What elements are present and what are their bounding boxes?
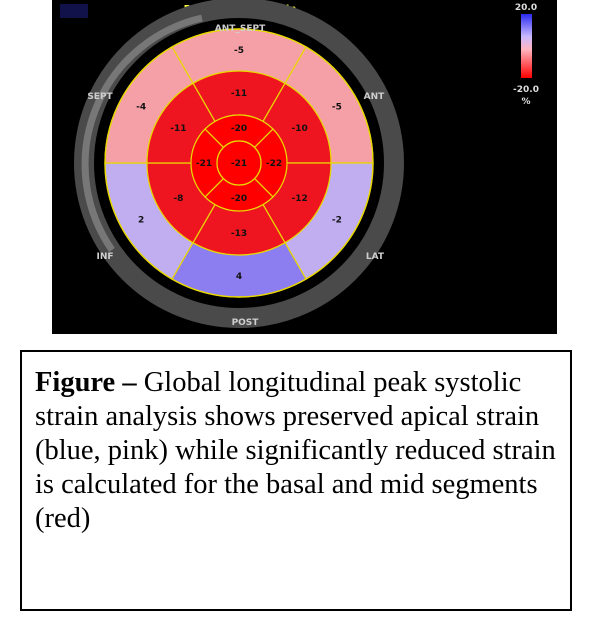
basal-segment-value: -2 — [331, 215, 342, 226]
label-inf: INF — [96, 252, 114, 262]
caption-lead: Figure – — [35, 367, 137, 398]
figure-title: Peak Systolic Strain — [183, 4, 297, 15]
color-scale-bar — [521, 14, 532, 78]
scale-max: 20.0 — [514, 3, 538, 13]
caption-text: Global longitudinal peak systolic strain analysis shows preserved apical strain (blue, pink) while significantly reduced strain is calculated for the basal and mid segments (red) — [35, 367, 556, 534]
figure-caption — [20, 350, 572, 611]
apical-segment-value: -22 — [265, 159, 283, 169]
scale-unit: % — [521, 97, 531, 107]
mid-segment-value: -11 — [230, 89, 248, 99]
basal-segment-value: -4 — [136, 102, 147, 113]
basal-segment-value: -5 — [234, 46, 244, 56]
label-ant: ANT — [363, 92, 385, 102]
basal-segment-value: 4 — [235, 272, 243, 282]
label-post: POST — [231, 318, 259, 328]
basal-segment-value: 2 — [138, 215, 145, 226]
corner-marker — [60, 4, 88, 18]
apical-segment-value: -20 — [230, 124, 248, 134]
mid-segment-value: -10 — [291, 124, 308, 134]
apical-segment-value: -20 — [230, 194, 248, 204]
basal-segment-value: -5 — [331, 102, 342, 113]
label-lat: LAT — [365, 252, 385, 262]
label-sept: SEPT — [87, 92, 113, 102]
bullseye-segments — [105, 29, 373, 297]
apex-segment-value: -21 — [230, 159, 248, 169]
bullseye-plot — [52, 0, 557, 334]
mid-segment-value: -11 — [170, 124, 187, 134]
bullseye-figure — [52, 0, 557, 334]
scale-min: -20.0 — [513, 85, 539, 95]
mid-segment-value: -8 — [173, 194, 184, 204]
mid-segment-value: -13 — [230, 229, 248, 239]
label-ant-sept: ANT_SEPT — [214, 24, 266, 34]
apical-segment-value: -21 — [195, 159, 213, 169]
mid-segment-value: -12 — [291, 194, 308, 204]
